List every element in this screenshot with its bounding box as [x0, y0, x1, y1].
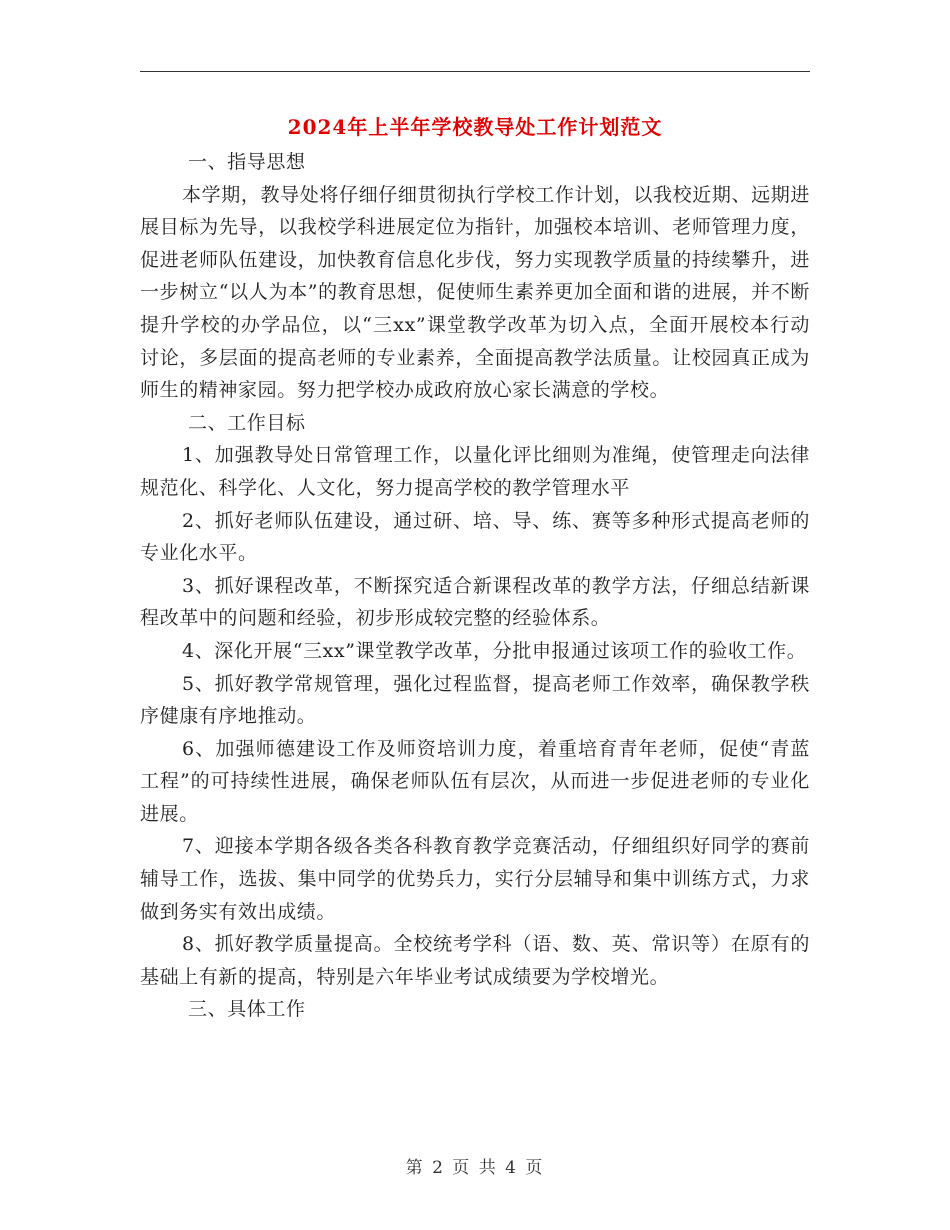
paragraph: 6、加强师德建设工作及师资培训力度，着重培育青年老师，促使“青蓝工程”的可持续性进展，确保老师队伍有层次，从而进一步促进老师的专业化进展。 [140, 737, 810, 825]
header-rule [140, 71, 810, 72]
paragraph: 5、抓好教学常规管理，强化过程监督，提高老师工作效率，确保教学秩序健康有序地推动。 [140, 672, 810, 728]
paragraph: 3、抓好课程改革，不断探究适合新课程改革的教学方法，仔细总结新课程改革中的问题和经验，初步形成较完整的经验体系。 [140, 574, 810, 630]
document-title: 2024年上半年学校教导处工作计划范文 [287, 115, 663, 139]
paragraph: 8、抓好教学质量提高。全校统考学科（语、数、英、常识等）在原有的基础上有新的提高，特别是六年毕业考试成绩要为学校增光。 [140, 933, 810, 988]
document-body [140, 146, 810, 1026]
section-heading: 三、具体工作 [188, 998, 306, 1021]
section-heading: 二、工作目标 [188, 411, 306, 434]
paragraph: 本学期，教导处将仔细仔细贯彻执行学校工作计划，以我校近期、远期进展目标为先导，以我校学科进展定位为指针，加强校本培训、老师管理力度，促进老师队伍建设，加快教育信息化步伐，努力实现教学质量的持续攀升，进一步树立“以人为本”的教育思想，促使师生素养更加全面和谐的进展，并不断提升学校的办学品位，以“三xx”课堂教学改革为切入点，全面开展校本行动讨论，多层面的提高老师的专业素养，全面提高教学法质量。让校园真正成为师生的精神家园。努力把学校办成政府放心家长满意的学校。 [140, 183, 810, 402]
paragraph: 1、加强教导处日常管理工作，以量化评比细则为准绳，使管理走向法律规范化、科学化、人文化，努力提高学校的教学管理水平 [140, 444, 810, 499]
section-heading: 一、指导思想 [188, 151, 306, 173]
paragraph: 7、迎接本学期各级各类各科教育教学竞赛活动，仔细组织好同学的赛前辅导工作，选拔、集中同学的优势兵力，实行分层辅导和集中训练方式，力求做到务实有效出成绩。 [140, 835, 810, 923]
paragraph: 4、深化开展“三xx”课堂教学改革，分批申报通过该项工作的验收工作。 [182, 639, 807, 662]
page-number: 第 2 页 共 4 页 [405, 1158, 545, 1178]
paragraph: 2、抓好老师队伍建设，通过研、培、导、练、赛等多种形式提高老师的专业化水平。 [140, 509, 810, 565]
